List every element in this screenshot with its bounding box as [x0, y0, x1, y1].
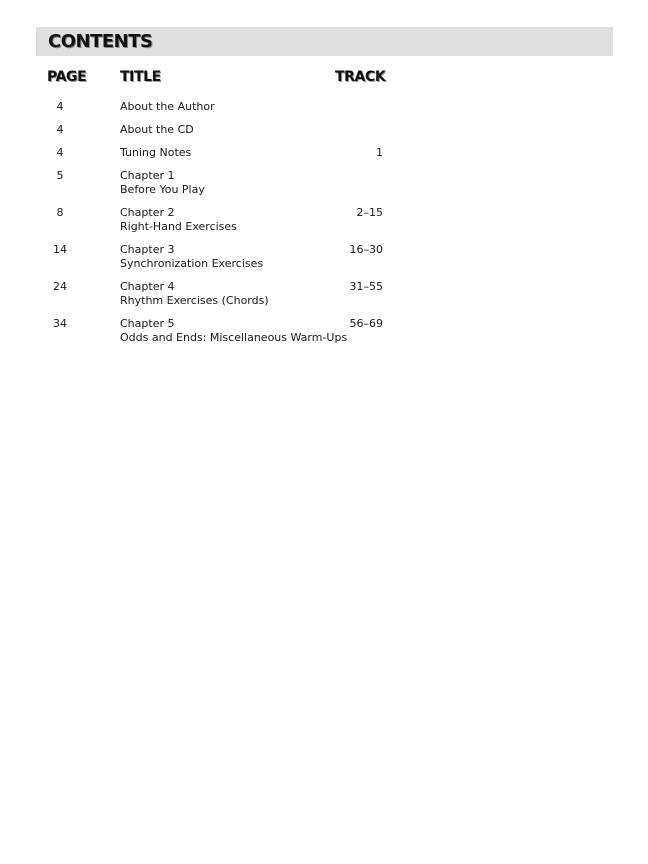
- entry-page-number: 24: [53, 280, 67, 293]
- column-header-page: PAGE: [47, 69, 87, 85]
- entry-title-line1: About the CD: [120, 123, 194, 136]
- entry-title-line2: Synchronization Exercises: [120, 257, 264, 270]
- entry-page-number: 5: [56, 169, 64, 182]
- column-header-track: TRACK: [335, 69, 386, 85]
- entry-title-line2: Before You Play: [120, 183, 205, 196]
- entry-page-number: 4: [56, 100, 64, 113]
- column-header-title: TITLE: [120, 69, 161, 85]
- entry-title-line1: About the Author: [120, 100, 215, 113]
- entry-title: [120, 169, 350, 197]
- entry-page-number: 4: [56, 146, 64, 159]
- entry-title: [120, 123, 350, 137]
- entry-title-line2: Right-Hand Exercises: [120, 220, 237, 233]
- entry-title-line1: Chapter 3: [120, 243, 175, 256]
- contents-header-bar: [36, 27, 613, 56]
- entry-page-number: 4: [56, 123, 64, 136]
- entry-track: 1: [376, 146, 383, 159]
- page-title: CONTENTS: [48, 31, 153, 52]
- entry-page-number: 34: [53, 317, 67, 330]
- entry-page-number: 14: [53, 243, 67, 256]
- entry-page-number: 8: [56, 206, 64, 219]
- entry-title-line2: Rhythm Exercises (Chords): [120, 294, 269, 307]
- entry-track: 31–55: [349, 280, 383, 293]
- entry-track: 56–69: [349, 317, 383, 330]
- entry-track: 2–15: [356, 206, 383, 219]
- entry-title-line1: Chapter 4: [120, 280, 175, 293]
- entry-track: 16–30: [349, 243, 383, 256]
- entry-title-line2: Odds and Ends: Miscellaneous Warm-Ups: [120, 331, 348, 344]
- entry-title: [120, 100, 350, 114]
- entry-title-line1: Chapter 5: [120, 317, 175, 330]
- entry-title-line1: Chapter 2: [120, 206, 175, 219]
- entry-title-line1: Chapter 1: [120, 169, 175, 182]
- entry-title-line1: Tuning Notes: [120, 146, 192, 159]
